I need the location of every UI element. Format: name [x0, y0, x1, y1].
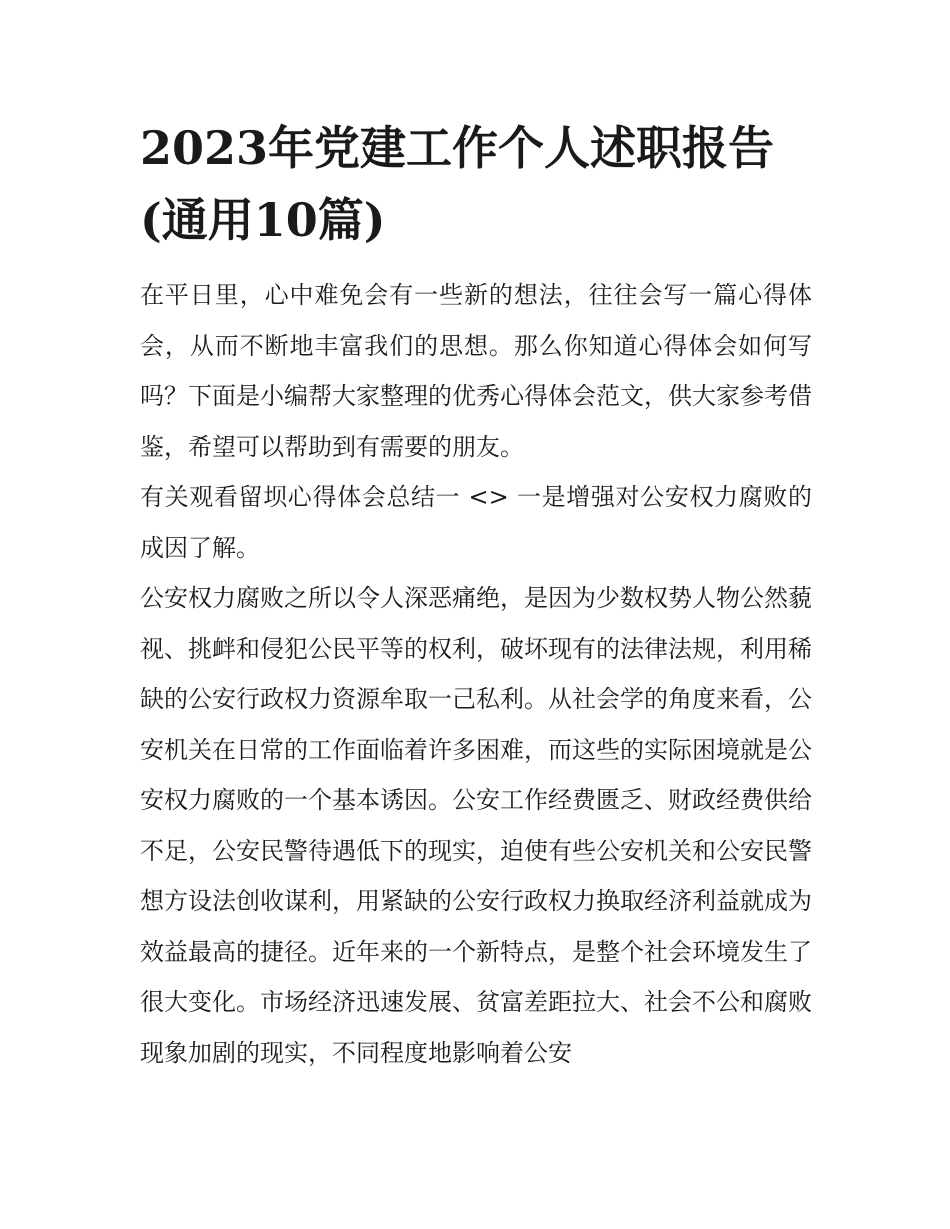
document-page	[140, 112, 812, 1078]
document-body	[140, 270, 812, 1078]
document-title	[140, 112, 812, 256]
title-line-1: 2023年党建工作个人述职报告	[140, 121, 775, 175]
paragraph-body: 公安权力腐败之所以令人深恶痛绝，是因为少数权势人物公然藐视、挑衅和侵犯公民平等的权利，破坏现有的法律法规，利用稀缺的公安行政权力资源牟取一己私利。从社会学的角度来看，公安机关在日常的工作面临着许多困难，而这些的实际困境就是公安权力腐败的一个基本诱因。公安工作经费匮乏、财政经费供给不足，公安民警待遇低下的现实，迫使有些公安机关和公安民警想方设法创收谋利，用紧缺的公安行政权力换取经济利益就成为效益最高的捷径。近年来的一个新特点，是整个社会环境发生了很大变化。市场经济迅速发展、贫富差距拉大、社会不公和腐败现象加剧的现实，不同程度地影响着公安	[140, 584, 812, 1067]
title-line-2: (通用10篇)	[140, 193, 386, 247]
paragraph-section-heading: 有关观看留坝心得体会总结一 <> 一是增强对公安权力腐败的成因了解。	[140, 483, 812, 562]
paragraph-intro: 在平日里，心中难免会有一些新的想法，往往会写一篇心得体会，从而不断地丰富我们的思想。那么你知道心得体会如何写吗？下面是小编帮大家整理的优秀心得体会范文，供大家参考借鉴，希望可以帮助到有需要的朋友。	[140, 281, 812, 461]
